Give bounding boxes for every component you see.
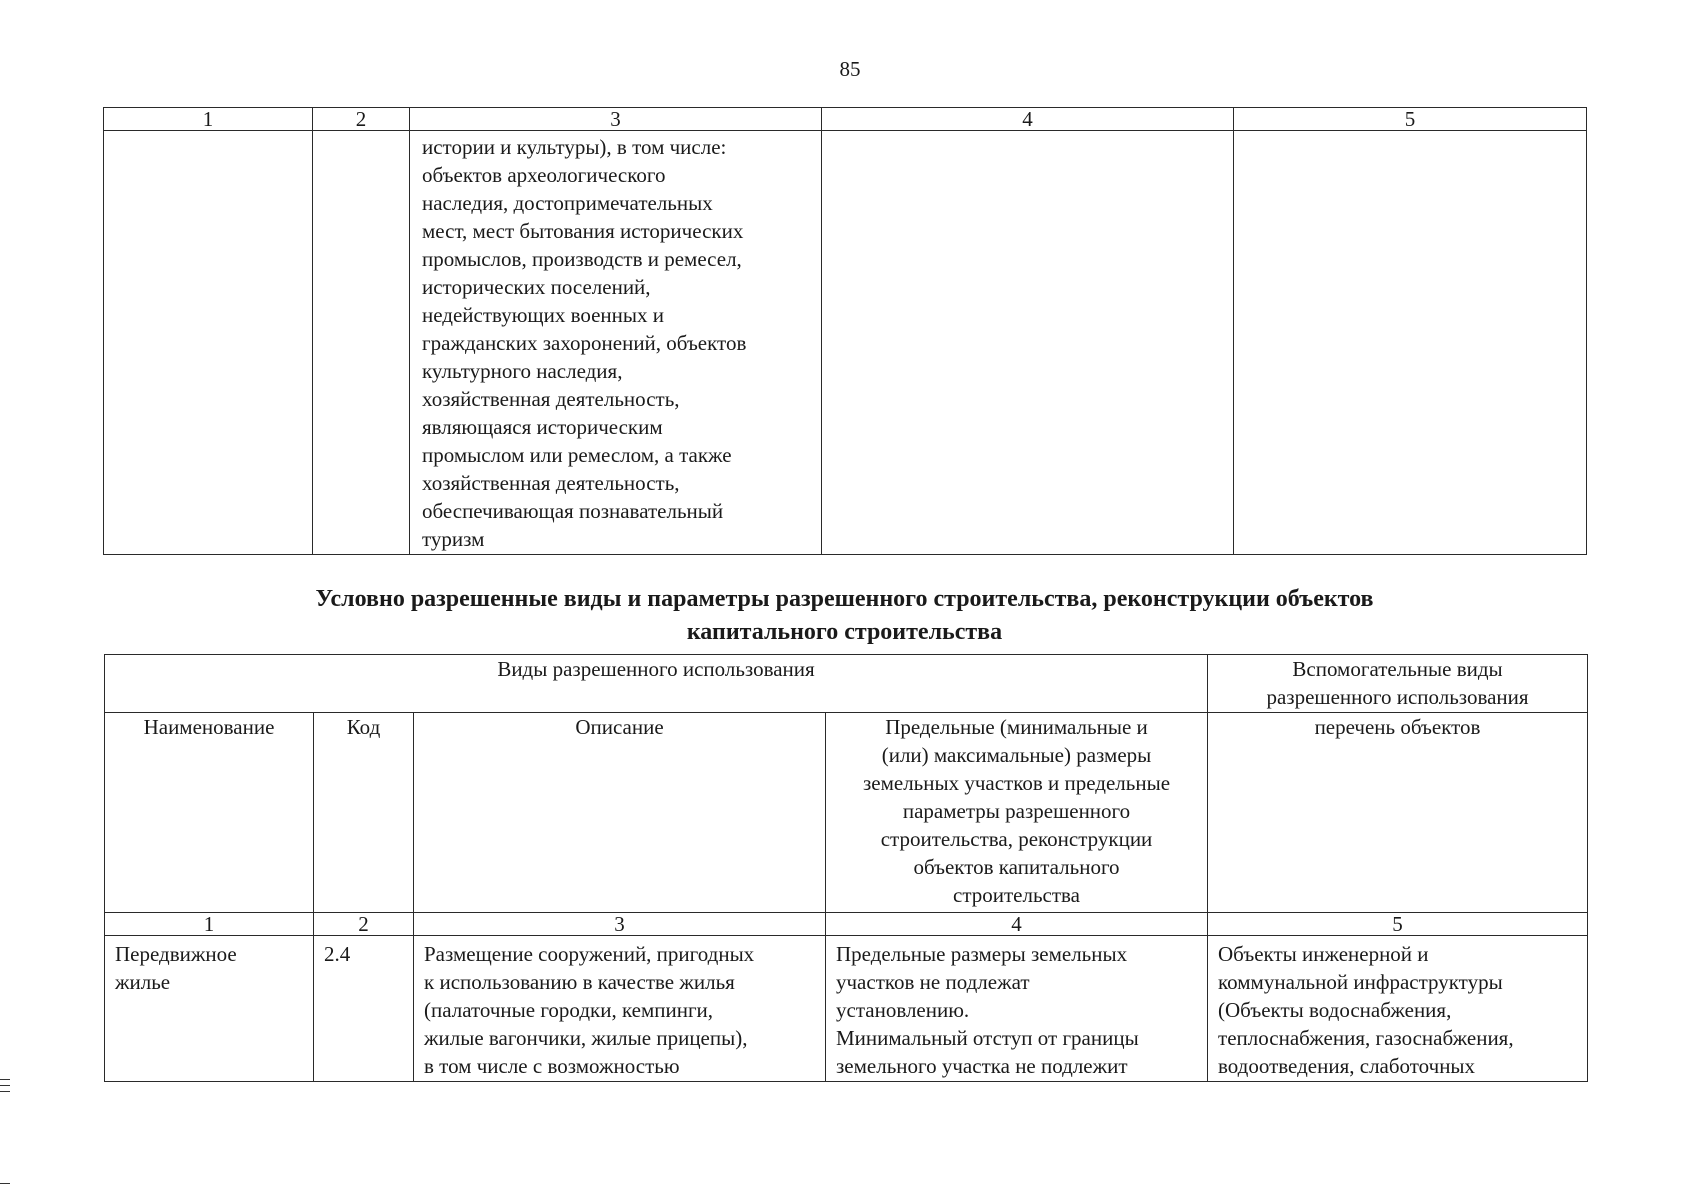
text-line: жилые вагончики, жилые прицепы), xyxy=(424,1026,748,1050)
group-header-main: Виды разрешенного использования xyxy=(105,655,1208,713)
text-line: коммунальной инфраструктуры xyxy=(1218,970,1503,994)
scan-margin-mark xyxy=(0,1091,10,1092)
cell-objects xyxy=(1208,936,1588,1082)
text-line: теплоснабжения, газоснабжения, xyxy=(1218,1026,1514,1050)
text-line: жилье xyxy=(115,970,171,994)
group-header-row xyxy=(105,655,1588,713)
text-line: Размещение сооружений, пригодных xyxy=(424,942,755,966)
col-number: 2 xyxy=(313,108,410,131)
text-line: обеспечивающая познавательный xyxy=(422,499,724,523)
text-line: Минимальный отступ от границы xyxy=(836,1026,1139,1050)
cell-description xyxy=(414,936,826,1082)
text-line: мест, мест бытования исторических xyxy=(422,219,744,243)
section-title-line: капитального строительства xyxy=(686,619,1003,645)
table-row xyxy=(104,131,1587,555)
col-number: 5 xyxy=(1208,913,1588,936)
col-number: 5 xyxy=(1234,108,1587,131)
header-line: земельных участков и предельные xyxy=(862,771,1171,795)
header-line: Вспомогательные виды xyxy=(1292,657,1503,681)
text-line: являющаяся историческим xyxy=(422,415,663,439)
conditional-uses-table xyxy=(104,654,1588,1082)
column-header-row xyxy=(105,713,1588,913)
col-number: 4 xyxy=(822,108,1234,131)
text-line: промыслов, производств и ремесел, xyxy=(422,247,742,271)
text-line: промыслом или ремеслом, а также xyxy=(422,443,732,467)
text-line: земельного участка не подлежит xyxy=(836,1054,1128,1078)
header-line: (или) максимальные) размеры xyxy=(881,743,1152,767)
section-title xyxy=(103,583,1586,649)
text-line: туризм xyxy=(422,527,485,551)
cell-name xyxy=(105,936,314,1082)
header-name: Наименование xyxy=(105,713,314,913)
text-line: (Объекты водоснабжения, xyxy=(1218,998,1452,1022)
cell-limits xyxy=(826,936,1208,1082)
header-objects: перечень объектов xyxy=(1208,713,1588,913)
text-line: установлению. xyxy=(836,998,970,1022)
text-line: Объекты инженерной и xyxy=(1218,942,1429,966)
scan-margin-mark xyxy=(0,1079,10,1080)
column-number-row xyxy=(105,913,1588,936)
cell-limits xyxy=(822,131,1234,555)
text-line: участков не подлежат xyxy=(836,970,1030,994)
header-line: объектов капитального xyxy=(913,855,1120,879)
col-number: 2 xyxy=(314,913,414,936)
text-line: в том числе с возможностью xyxy=(424,1054,680,1078)
header-line: параметры разрешенного xyxy=(902,799,1131,823)
text-line: хозяйственная деятельность, xyxy=(422,471,680,495)
col-number: 3 xyxy=(410,108,822,131)
group-header-aux xyxy=(1208,655,1588,713)
table-row xyxy=(105,936,1588,1082)
section-title-line: Условно разрешенные виды и параметры разрешенного строительства, реконструкции объектов xyxy=(315,586,1374,612)
header-line: разрешенного использования xyxy=(1266,685,1529,709)
cell-code: 2.4 xyxy=(314,936,414,1082)
text-line: исторических поселений, xyxy=(422,275,651,299)
text-line: недействующих военных и xyxy=(422,303,664,327)
continuation-table xyxy=(103,107,1587,555)
header-line: Предельные (минимальные и xyxy=(885,715,1148,739)
text-line: объектов археологического xyxy=(422,163,666,187)
text-line: культурного наследия, xyxy=(422,359,623,383)
text-line: наследия, достопримечательных xyxy=(422,191,713,215)
text-line: хозяйственная деятельность, xyxy=(422,387,680,411)
header-description: Описание xyxy=(414,713,826,913)
text-line: Предельные размеры земельных xyxy=(836,942,1128,966)
header-line: строительства, реконструкции xyxy=(880,827,1153,851)
text-line: Передвижное xyxy=(115,942,237,966)
text-line: (палаточные городки, кемпинги, xyxy=(424,998,714,1022)
col-number: 3 xyxy=(414,913,826,936)
text-line: к использованию в качестве жилья xyxy=(424,970,735,994)
col-number: 1 xyxy=(105,913,314,936)
cell-objects xyxy=(1234,131,1587,555)
col-number: 1 xyxy=(104,108,313,131)
cell-code xyxy=(313,131,410,555)
text-line: гражданских захоронений, объектов xyxy=(422,331,747,355)
text-line: истории и культуры), в том числе: xyxy=(422,135,727,159)
header-line: строительства xyxy=(953,883,1081,907)
page-number: 85 xyxy=(839,57,861,81)
col-number: 4 xyxy=(826,913,1208,936)
text-line: водоотведения, слаботочных xyxy=(1218,1054,1476,1078)
scan-margin-mark xyxy=(0,1085,10,1086)
cell-name xyxy=(104,131,313,555)
column-number-row xyxy=(104,108,1587,131)
scan-margin-mark xyxy=(0,1183,10,1184)
header-limits xyxy=(826,713,1208,913)
cell-description xyxy=(410,131,822,555)
header-code: Код xyxy=(314,713,414,913)
